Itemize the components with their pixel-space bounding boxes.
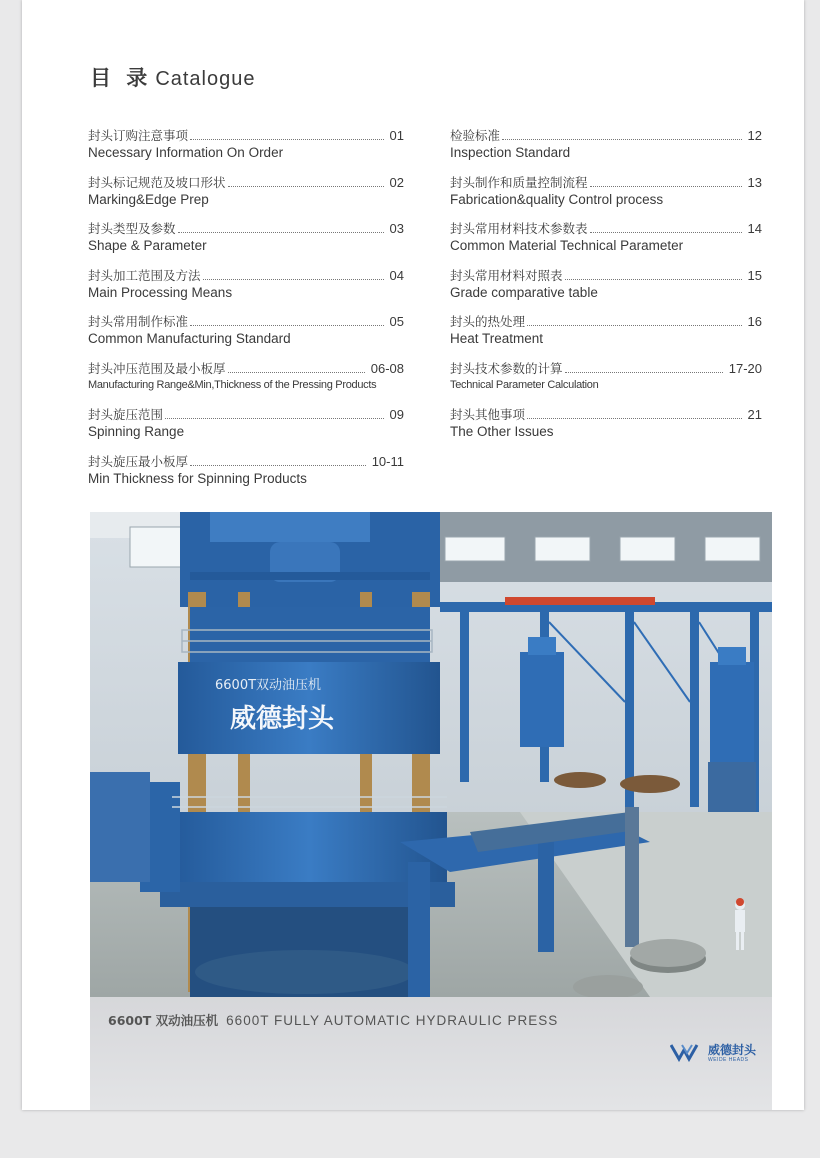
leader-dots [190,465,366,466]
toc-entry-title-zh: 封头的热处理 [450,314,526,329]
toc-entry-title-en: Manufacturing Range&Min,Thickness of the Pressing Products [88,379,377,391]
factory-illustration [90,512,772,997]
leader-dots [502,139,742,140]
toc-entry-title-en: Main Processing Means [88,285,233,300]
leader-dots [165,418,384,419]
toc-entry[interactable] [450,175,762,215]
catalogue-page [22,0,804,1110]
toc-page-number: 10-11 [371,454,404,469]
toc-entry-title-en: Grade comparative table [450,285,598,300]
leader-dots [590,186,742,187]
leader-dots [590,232,742,233]
toc-entry-title-en: Inspection Standard [450,145,571,160]
toc-page-number: 01 [389,128,404,143]
leader-dots [178,232,384,233]
toc-entry-title-en: Common Material Technical Parameter [450,238,684,253]
toc-entry[interactable] [450,407,762,447]
toc-page-number: 15 [747,268,762,283]
caption-english: 6600T FULLY AUTOMATIC HYDRAULIC PRESS [226,1013,559,1028]
toc-entry-title-zh: 封头常用材料对照表 [450,268,563,283]
title-english: Catalogue [155,68,256,90]
toc-entry[interactable] [88,268,404,308]
toc-page-number: 17-20 [728,361,762,376]
leader-dots [565,279,742,280]
leader-dots [190,139,384,140]
toc-entry[interactable] [88,128,404,168]
toc-entry[interactable] [450,268,762,308]
toc-entry[interactable] [88,314,404,354]
toc-entry-title-zh: 封头制作和质量控制流程 [450,175,588,190]
toc-entry-title-en: Shape & Parameter [88,238,207,253]
toc-page-number: 02 [389,175,404,190]
leader-dots [203,279,384,280]
company-logo-english: WEIDE HEADS [708,1057,749,1063]
toc-page-number: 16 [747,314,762,329]
toc-page-number: 14 [747,221,762,236]
leader-dots [228,372,365,373]
toc-entry-title-zh: 封头常用材料技术参数表 [450,221,588,236]
leader-dots [527,418,742,419]
leader-dots [190,325,384,326]
toc-entry[interactable] [88,361,404,401]
toc-entry[interactable] [88,221,404,261]
toc-page-number: 03 [389,221,404,236]
toc-entry[interactable] [450,221,762,261]
toc-entry-title-zh: 封头旋压最小板厚 [88,454,189,469]
photo-caption [108,1010,558,1029]
toc-entry-title-en: Necessary Information On Order [88,145,284,160]
toc-entry-title-zh: 封头常用制作标准 [88,314,189,329]
caption-chinese: 6600T 双动油压机 [108,1013,219,1028]
toc-entry-title-en: Technical Parameter Calculation [450,379,599,391]
toc-entry-title-zh: 封头旋压范围 [88,407,164,422]
toc-entry-title-en: Marking&Edge Prep [88,192,209,207]
leader-dots [527,325,742,326]
toc-entry-title-zh: 检验标准 [450,128,501,143]
toc-entry-title-zh: 封头类型及参数 [88,221,176,236]
toc-entry-title-en: Min Thickness for Spinning Products [88,471,307,486]
toc-entry-title-en: Spinning Range [88,424,185,439]
toc-entry-title-en: The Other Issues [450,424,554,439]
leader-dots [565,372,723,373]
company-logo-chinese: 威德封头 [708,1043,757,1057]
toc-entry-title-zh: 封头加工范围及方法 [88,268,201,283]
title-chinese: 目 录 [90,66,152,90]
toc-entry-title-zh: 封头订购注意事项 [88,128,189,143]
toc-page-number: 09 [389,407,404,422]
toc-entry-title-en: Heat Treatment [450,331,544,346]
leader-dots [228,186,384,187]
toc-entry-title-zh: 封头冲压范围及最小板厚 [88,361,226,376]
toc-entry-title-zh: 封头技术参数的计算 [450,361,563,376]
toc-entry[interactable] [450,361,762,401]
machine-brand-text: 威德封头 [230,704,335,734]
machine-plate-text: 6600T双动油压机 [215,678,322,693]
toc-page-number: 05 [389,314,404,329]
toc-entry[interactable] [450,128,762,168]
company-logo-mark-icon [670,1042,704,1062]
toc-entry-title-zh: 封头其他事项 [450,407,526,422]
hydraulic-press-photo [90,512,772,997]
toc-entry[interactable] [88,175,404,215]
toc-page-number: 12 [747,128,762,143]
company-logo [670,1040,760,1066]
toc-page-number: 04 [389,268,404,283]
toc-page-number: 13 [747,175,762,190]
page-title [90,62,256,92]
toc-entry[interactable] [450,314,762,354]
toc-entry-title-en: Common Manufacturing Standard [88,331,291,346]
toc-entry-title-zh: 封头标记规范及坡口形状 [88,175,226,190]
toc-entry[interactable] [88,454,404,494]
toc-entry-title-en: Fabrication&quality Control process [450,192,664,207]
toc-entry[interactable] [88,407,404,447]
toc-page-number: 21 [747,407,762,422]
toc-page-number: 06-08 [370,361,404,376]
